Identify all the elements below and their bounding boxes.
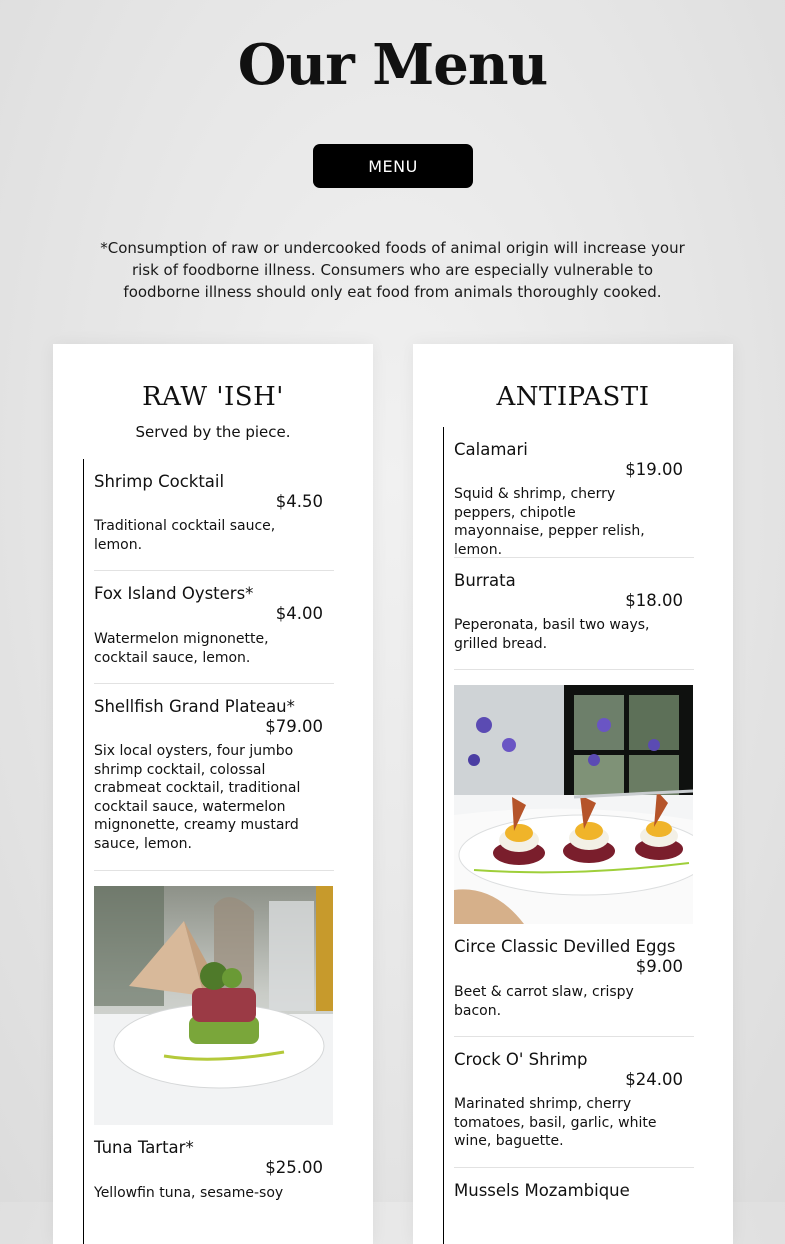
menu-section-antipasti [413,344,733,1244]
item-description: Watermelon mignonette, cocktail sauce, lemon. [94,631,269,666]
item-name: Shellfish Grand Plateau* [94,697,295,716]
raw-food-notice: *Consumption of raw or undercooked foods of animal origin will increase your risk of foodborne illness. Consumers who are especially vulnerable to foodborne illness should only eat food from animals thoroughly cooked. [100,239,685,301]
item-price: $4.50 [275,492,323,511]
item-divider [94,570,334,571]
section-subtitle: Served by the piece. [135,423,291,441]
item-name: Tuna Tartar* [94,1138,194,1157]
item-description: Peperonata, basil two ways, grilled bread. [454,617,650,652]
section-title: RAW 'ISH' [142,382,284,412]
page-title: Our Menu [237,32,548,98]
devilled-eggs-photo [454,685,693,924]
section-title: ANTIPASTI [496,382,650,412]
item-name: Shrimp Cocktail [94,472,225,491]
item-divider [454,1036,694,1037]
item-divider [94,870,334,871]
item-price: $4.00 [275,604,323,623]
item-name: Circe Classic Devilled Eggs [454,937,676,956]
item-name: Fox Island Oysters* [94,584,254,603]
section-rule [443,427,444,1244]
section-rule [83,459,84,1244]
menu-button[interactable]: MENU [313,144,473,188]
item-price: $18.00 [625,591,683,610]
item-price: $24.00 [625,1070,683,1089]
item-price: $19.00 [625,460,683,479]
item-price: $79.00 [265,717,323,736]
item-divider [94,683,334,684]
item-name: Crock O' Shrimp [454,1050,588,1069]
item-price: $9.00 [635,957,683,976]
item-description: Squid & shrimp, cherry peppers, chipotle mayonnaise, pepper relish, lemon. [454,486,645,558]
item-description: Traditional cocktail sauce, lemon. [94,518,276,553]
menu-section-raw-ish [53,344,373,1244]
item-divider [454,1167,694,1168]
item-description: Marinated shrimp, cherry tomatoes, basil, garlic, white wine, baguette. [454,1096,657,1149]
item-name: Mussels Mozambique [454,1181,630,1200]
item-name: Calamari [454,440,528,459]
item-divider [454,669,694,670]
item-description: Beet & carrot slaw, crispy bacon. [454,984,634,1019]
item-description: Yellowfin tuna, sesame-soy [94,1185,284,1201]
item-description: Six local oysters, four jumbo shrimp cocktail, colossal crabmeat cocktail, traditional cocktail sauce, watermelon mignonette, creamy mustard sauce, lemon. [94,743,301,852]
item-divider [454,557,694,558]
item-name: Burrata [454,571,516,590]
item-price: $25.00 [265,1158,323,1177]
tuna-tartar-photo [94,886,333,1125]
